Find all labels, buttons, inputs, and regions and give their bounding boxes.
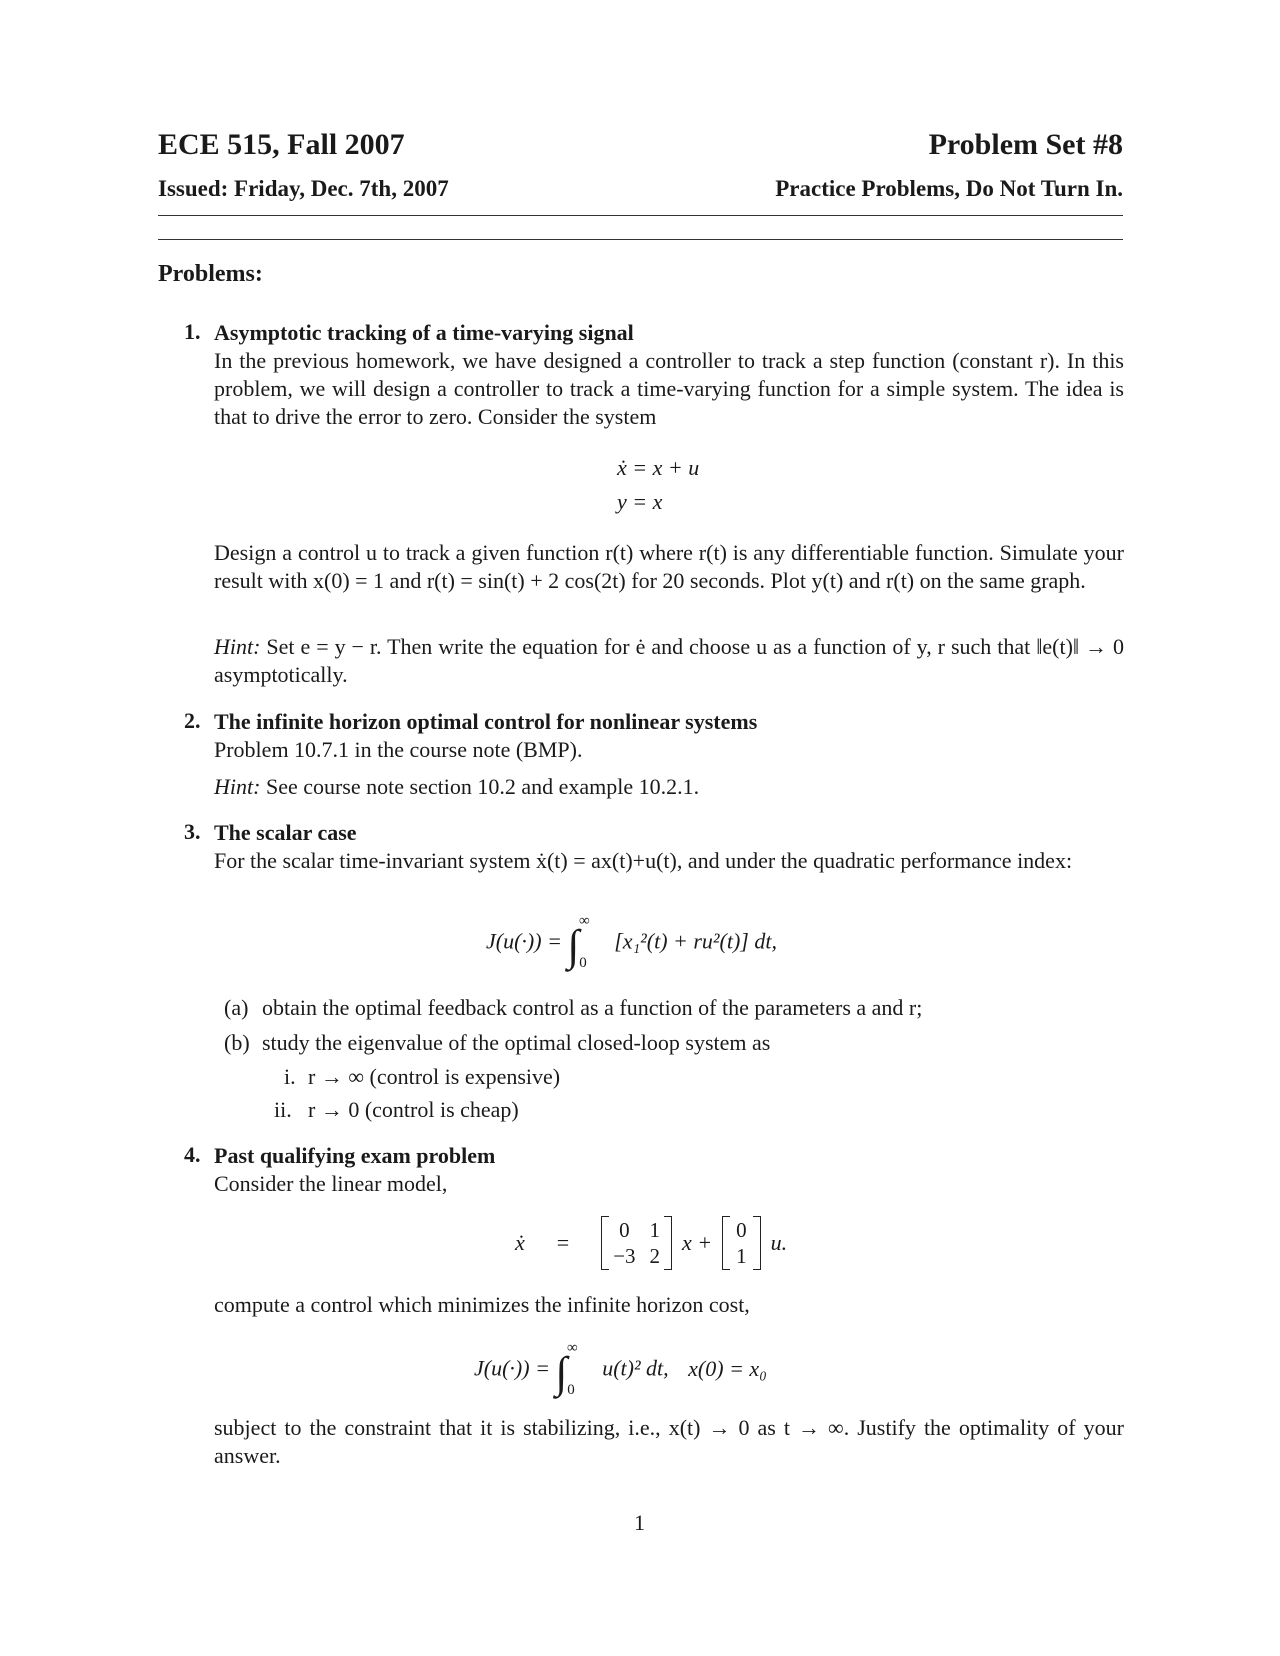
- problem-3-performance-index: [486, 912, 777, 971]
- section-title: Problems:: [158, 261, 263, 287]
- problem-4-cost-lhs: J(u(·)) =: [474, 1355, 550, 1381]
- problem-3-subitem-i: r → ∞ (control is expensive): [308, 1064, 561, 1089]
- problem-1-intro: In the previous homework, we have designed a controller to track a step function (constant r). In this problem, we will design a controller to track a time-varying function for a simple system. The idea is that to drive the error to zero. Consider the system: [214, 348, 1124, 429]
- problem-4-cost-rhs: u(t)² dt,: [602, 1355, 669, 1381]
- problem-1-eq-state: ẋ = x + u: [617, 455, 700, 480]
- page-number: 1: [634, 1510, 645, 1535]
- problem-3-subitem-ii-label: ii.: [274, 1097, 292, 1122]
- problem-3-eq-rhs: [x₁²(t) + ru²(t)] dt,: [614, 928, 777, 954]
- problem-3-item-a: obtain the optimal feedback control as a function of the parameters a and r;: [262, 995, 923, 1020]
- problem-4-number: 4.: [184, 1142, 201, 1167]
- problem-1-hint: [214, 633, 1124, 689]
- problem-2-hint-text: See course note section 10.2 and example 10.2.1.: [265, 774, 700, 799]
- problem-4-title: Past qualifying exam problem: [214, 1143, 496, 1168]
- integral-upper-limit: ∞: [566, 1339, 578, 1356]
- problem-4-cost-init: x(0) = x₀: [688, 1355, 767, 1381]
- problem-3-intro: For the scalar time-invariant system ẋ(t) = ax(t)+u(t), and under the quadratic performance index:: [214, 848, 1073, 873]
- matrix-a-22: 2: [649, 1244, 661, 1268]
- problem-2-number: 2.: [184, 708, 201, 733]
- problem-1-hint-text: Set e = y − r. Then write the equation for ė and choose u as a function of y, r such that ‖e(t)‖ → 0 asymptotically.: [214, 634, 1125, 687]
- integral-sign: ∫: [567, 921, 580, 970]
- vector-b-left-bracket: [722, 1216, 730, 1270]
- vector-b-right-bracket: [753, 1216, 761, 1270]
- integral-upper-limit: ∞: [578, 912, 590, 929]
- integral-lower-limit: 0: [567, 1381, 575, 1398]
- problem-3-item-a-label: (a): [224, 995, 249, 1020]
- matrix-a-right-bracket: [664, 1216, 672, 1270]
- matrix-a-left-bracket: [601, 1216, 609, 1270]
- matrix-a-21: −3: [613, 1244, 636, 1268]
- problem-4-eq-lhs: ẋ: [515, 1230, 525, 1255]
- problem-3-title: The scalar case: [214, 820, 357, 845]
- problem-4-eq-equals: =: [556, 1230, 570, 1255]
- problem-2-body: Problem 10.7.1 in the course note (BMP).: [214, 737, 583, 762]
- header-rule-bottom: [158, 239, 1123, 240]
- vector-b-2: 1: [736, 1244, 747, 1268]
- header-rule-top: [158, 215, 1123, 216]
- problem-1-hint-label: Hint:: [214, 634, 261, 659]
- problem-1-body: Design a control u to track a given function r(t) where r(t) is any differentiable function. Simulate your result with x(0) = 1 and r(t) = sin(t) + 2 cos(2t) for 20 seconds. Plot y(t) and r(t) on the same graph.: [214, 540, 1124, 593]
- problem-1-eq-output: y = x: [617, 489, 663, 514]
- problem-4-cost: [474, 1339, 767, 1398]
- problem-3-number: 3.: [184, 819, 201, 844]
- problem-1-number: 1.: [184, 319, 201, 344]
- problem-1-title: Asymptotic tracking of a time-varying signal: [214, 320, 634, 345]
- matrix-a-entries: [609, 1217, 664, 1269]
- problem-4-eq-mid: x +: [682, 1230, 713, 1255]
- vector-b-1: 0: [736, 1218, 747, 1242]
- problem-set-title: Problem Set #8: [928, 128, 1123, 161]
- problem-2-hint: [214, 773, 1124, 801]
- vector-b: [722, 1216, 761, 1270]
- course-title: ECE 515, Fall 2007: [158, 128, 405, 161]
- vector-b-entries: [730, 1217, 753, 1269]
- matrix-a: [601, 1216, 672, 1270]
- problem-4-state-equation: [515, 1216, 787, 1270]
- problem-4-eq-tail: u.: [770, 1230, 788, 1255]
- integral-sign: ∫: [555, 1348, 568, 1397]
- problem-3-subitem-i-label: i.: [284, 1064, 296, 1089]
- problem-3-item-b-label: (b): [224, 1030, 250, 1055]
- problem-4-outro: subject to the constraint that it is stabilizing, i.e., x(t) → 0 as t → ∞. Justify the optimality of your answer.: [214, 1415, 1124, 1468]
- problem-3-subitem-ii: r → 0 (control is cheap): [308, 1097, 519, 1122]
- problem-4-body: compute a control which minimizes the infinite horizon cost,: [214, 1292, 750, 1317]
- issued-date: Issued: Friday, Dec. 7th, 2007: [158, 176, 449, 201]
- problem-3-eq-lhs: J(u(·)) =: [486, 928, 562, 954]
- turn-in-note: Practice Problems, Do Not Turn In.: [775, 176, 1123, 201]
- matrix-a-12: 1: [649, 1218, 661, 1242]
- problem-2-hint-label: Hint:: [214, 774, 261, 799]
- matrix-a-11: 0: [619, 1218, 630, 1242]
- problem-3-item-b: study the eigenvalue of the optimal closed-loop system as: [262, 1030, 771, 1055]
- integral-lower-limit: 0: [579, 954, 587, 971]
- problem-4-intro: Consider the linear model,: [214, 1171, 448, 1196]
- problem-2-title: The infinite horizon optimal control for nonlinear systems: [214, 709, 758, 734]
